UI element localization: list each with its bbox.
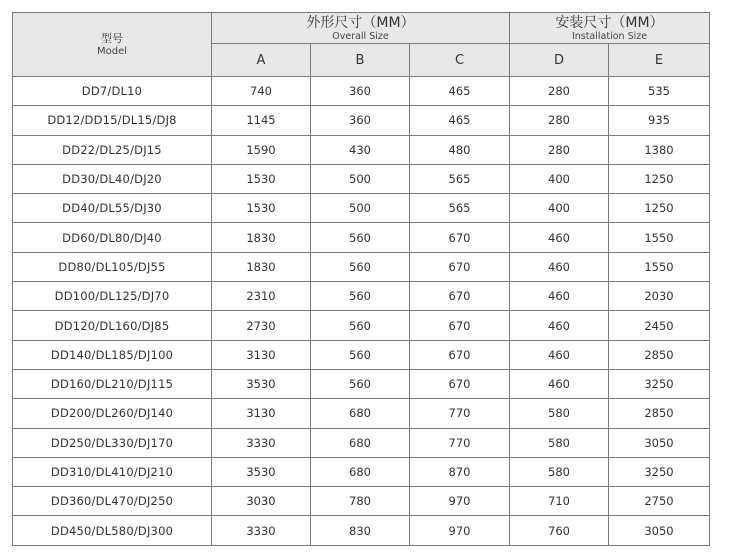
model-cell: DD450/DL580/DJ300 [13,516,212,545]
model-cell: DD120/DL160/DJ85 [13,311,212,340]
cell-e: 3250 [609,457,710,486]
cell-e: 3050 [609,516,710,545]
model-cell: DD200/DL260/DJ140 [13,399,212,428]
model-cell: DD7/DL10 [13,77,212,106]
cell-b: 680 [311,399,410,428]
installation-size-header-en: Installation Size [571,30,648,42]
cell-a: 2730 [212,311,311,340]
cell-d: 460 [510,252,609,281]
cell-d: 460 [510,311,609,340]
cell-c: 670 [410,282,510,311]
table-row [13,516,710,545]
table-row [13,252,710,281]
cell-d: 280 [510,106,609,135]
cell-a: 3530 [212,369,311,398]
table-row [13,135,710,164]
cell-c: 670 [410,252,510,281]
model-header-cn: 型号 [101,31,123,45]
cell-a: 3030 [212,487,311,516]
table-row [13,340,710,369]
column-header-d: D [510,44,609,77]
model-cell: DD160/DL210/DJ115 [13,369,212,398]
cell-e: 1380 [609,135,710,164]
cell-c: 670 [410,369,510,398]
cell-a: 740 [212,77,311,106]
model-cell: DD30/DL40/DJ20 [13,164,212,193]
cell-a: 1530 [212,164,311,193]
cell-b: 560 [311,282,410,311]
overall-size-header-cn: 外形尺寸（MM） [306,14,415,31]
model-cell: DD12/DD15/DL15/DJ8 [13,106,212,135]
table-row [13,77,710,106]
cell-c: 770 [410,399,510,428]
cell-e: 3250 [609,369,710,398]
cell-c: 465 [410,106,510,135]
cell-a: 2310 [212,282,311,311]
table-row [13,369,710,398]
cell-a: 3330 [212,428,311,457]
cell-a: 1590 [212,135,311,164]
cell-d: 460 [510,223,609,252]
cell-d: 460 [510,369,609,398]
cell-e: 1550 [609,252,710,281]
model-cell: DD22/DL25/DJ15 [13,135,212,164]
cell-c: 670 [410,223,510,252]
cell-b: 560 [311,223,410,252]
cell-c: 480 [410,135,510,164]
dimension-spec-table [12,12,710,546]
cell-d: 760 [510,516,609,545]
cell-c: 565 [410,194,510,223]
table-body [13,77,710,546]
cell-e: 2850 [609,399,710,428]
cell-a: 3130 [212,340,311,369]
model-cell: DD100/DL125/DJ70 [13,282,212,311]
cell-e: 2750 [609,487,710,516]
column-header-b: B [311,44,410,77]
cell-d: 460 [510,282,609,311]
cell-e: 2450 [609,311,710,340]
cell-b: 360 [311,106,410,135]
cell-a: 3530 [212,457,311,486]
table-row [13,223,710,252]
model-cell: DD310/DL410/DJ210 [13,457,212,486]
cell-b: 500 [311,194,410,223]
cell-c: 670 [410,340,510,369]
cell-c: 870 [410,457,510,486]
cell-e: 1550 [609,223,710,252]
cell-c: 970 [410,516,510,545]
cell-a: 3330 [212,516,311,545]
cell-d: 280 [510,135,609,164]
cell-e: 535 [609,77,710,106]
table-row [13,311,710,340]
cell-e: 935 [609,106,710,135]
cell-b: 560 [311,311,410,340]
table-row [13,282,710,311]
cell-b: 780 [311,487,410,516]
cell-e: 2850 [609,340,710,369]
cell-b: 680 [311,457,410,486]
overall-size-header [212,13,510,44]
cell-b: 830 [311,516,410,545]
table-row [13,428,710,457]
cell-d: 400 [510,164,609,193]
table-row [13,164,710,193]
installation-size-header-cn: 安装尺寸（MM） [555,14,664,31]
cell-d: 710 [510,487,609,516]
cell-c: 670 [410,311,510,340]
cell-b: 360 [311,77,410,106]
table-header [13,13,710,77]
model-cell: DD250/DL330/DJ170 [13,428,212,457]
model-header [13,13,212,77]
model-cell: DD80/DL105/DJ55 [13,252,212,281]
cell-c: 770 [410,428,510,457]
column-header-c: C [410,44,510,77]
cell-b: 560 [311,369,410,398]
model-header-en: Model [96,45,128,57]
cell-d: 580 [510,457,609,486]
cell-c: 565 [410,164,510,193]
table-row [13,194,710,223]
column-header-e: E [609,44,710,77]
cell-b: 680 [311,428,410,457]
cell-b: 560 [311,340,410,369]
cell-b: 560 [311,252,410,281]
cell-a: 3130 [212,399,311,428]
cell-d: 280 [510,77,609,106]
cell-d: 460 [510,340,609,369]
table-row [13,487,710,516]
cell-e: 3050 [609,428,710,457]
overall-size-header-en: Overall Size [332,30,389,42]
cell-c: 465 [410,77,510,106]
installation-size-header [510,13,710,44]
cell-e: 1250 [609,164,710,193]
cell-e: 2030 [609,282,710,311]
model-cell: DD60/DL80/DJ40 [13,223,212,252]
table-row [13,457,710,486]
cell-a: 1830 [212,252,311,281]
cell-e: 1250 [609,194,710,223]
table-row [13,399,710,428]
cell-d: 400 [510,194,609,223]
cell-a: 1830 [212,223,311,252]
cell-a: 1145 [212,106,311,135]
table-row [13,106,710,135]
cell-d: 580 [510,399,609,428]
cell-c: 970 [410,487,510,516]
cell-d: 580 [510,428,609,457]
model-cell: DD140/DL185/DJ100 [13,340,212,369]
cell-b: 500 [311,164,410,193]
cell-b: 430 [311,135,410,164]
model-cell: DD40/DL55/DJ30 [13,194,212,223]
column-header-a: A [212,44,311,77]
model-cell: DD360/DL470/DJ250 [13,487,212,516]
cell-a: 1530 [212,194,311,223]
